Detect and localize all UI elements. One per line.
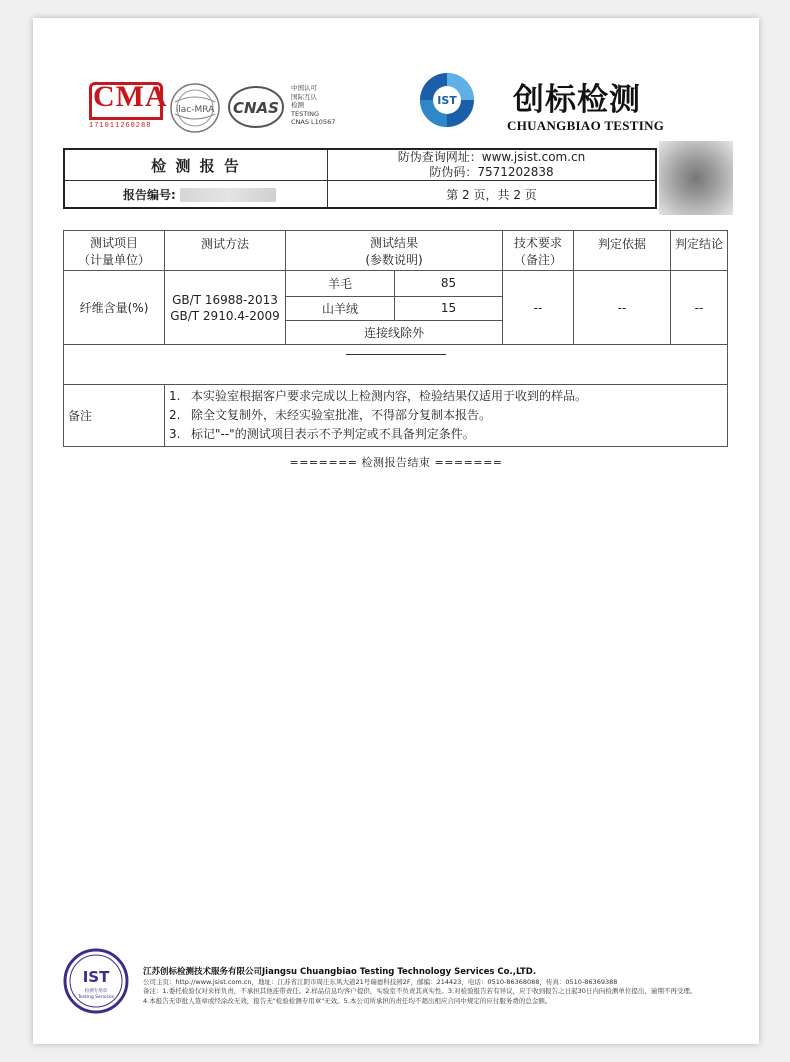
judgment-basis: -- [574,271,671,345]
anti-fake-code: 防伪码：7571202838 [429,165,554,179]
header-basis: 判定依据 [574,231,671,271]
fiber-value: 15 [395,296,503,320]
report-page [33,18,759,1044]
judgment-conclusion: -- [671,271,728,345]
note-item: 1. 本实验室根据客户要求完成以上检测内容，检验结果仅适用于收到的样品。 [169,389,588,403]
fiber-name: 山羊绒 [286,296,395,320]
header-test-method: 测试方法 [165,231,286,271]
ist-logo-icon [417,70,477,130]
blank-row [64,345,728,385]
fiber-name: 羊毛 [286,271,395,296]
header-test-item: 测试项目 （计量单位） [64,231,165,271]
header-requirement: 技术要求 （备注） [503,231,574,271]
table-row [64,271,728,345]
page-info: 第 2 页，共 2 页 [328,181,657,209]
svg-text:Testing Services: Testing Services [77,995,115,1000]
test-method: GB/T 16988-2013 GB/T 2910.4-2009 [165,271,286,345]
report-number-redacted [180,188,276,202]
svg-text:IST: IST [437,94,457,107]
qr-code-redacted [659,141,733,215]
header-conclusion: 判定结论 [671,231,728,271]
brand-name-cn: 创标检测 [513,82,641,118]
cma-logo: CMA 171011260288 [89,80,168,130]
svg-text:检测专用章: 检测专用章 [84,989,108,994]
header-row [64,231,728,271]
header-test-result: 测试结果 (参数说明) [286,231,503,271]
query-url: 防伪查询网址：www.jsist.com.cn [397,150,586,164]
fiber-value: 85 [395,271,503,296]
company-name: 江苏创标检测技术服务有限公司Jiangsu Chuangbiao Testing Technology Services Co.,LTD. [143,967,537,977]
cnas-info: 中国认可 国际互认 检测 TESTING CNAS L10567 [291,84,336,126]
anti-fake-info [328,149,657,181]
report-title: 检 测 报 告 [64,149,328,181]
ilac-mra-icon [169,82,221,134]
note-item: 3. 标记"--"的测试项目表示不予判定或不具备判定条件。 [169,427,475,441]
brand-name-en: CHUANGBIAO TESTING [507,118,665,133]
svg-text:ilac-MRA: ilac-MRA [175,105,215,115]
technical-requirement: -- [503,271,574,345]
test-results [286,271,503,345]
cnas-icon [227,84,285,130]
notes-row [64,385,728,447]
company-contact: 公司主页：http://www.jsist.com.cn，地址：江苏省江阴市周庄东风大道21号瑞德科技园2F，邮编：214423，电话：0510-86368088，传真：0510-86369388 [143,977,618,986]
footer-remarks: 备注：1.委托检验仅对来样负责，不承担其他连带责任。2.样品信息均客户提供，实验室不负责其真实性。3.对检验报告若有异议，应于收到报告之日起30日内向检测单位提出，逾期不再受理。 [143,987,697,995]
results-table [63,230,728,447]
test-item: 纤维含量(%) [64,271,165,345]
report-end-marker: ======= 检测报告结束 ======= [289,456,503,469]
report-number-cell [64,181,328,209]
notes-list [165,385,728,447]
result-note: 连接线除外 [363,325,424,340]
separator-line [346,354,446,355]
notes-label: 备注 [64,385,165,447]
footer-remarks-2: 4.本报告无审批人签章或经涂改无效，报告无"检验检测专用章"无效。5.本公司所承担的责任均不超出相应合同中规定的应付服务费的总金额。 [143,996,552,1005]
footer-info [143,968,743,1006]
testing-seal-icon [63,948,129,1014]
svg-text:IST: IST [82,968,110,986]
report-info-table [63,148,657,209]
svg-text:CNAS: CNAS [233,99,279,117]
report-number-label: 报告编号: [123,187,176,202]
note-item: 2. 除全文复制外，未经实验室批准，不得部分复制本报告。 [169,408,492,422]
